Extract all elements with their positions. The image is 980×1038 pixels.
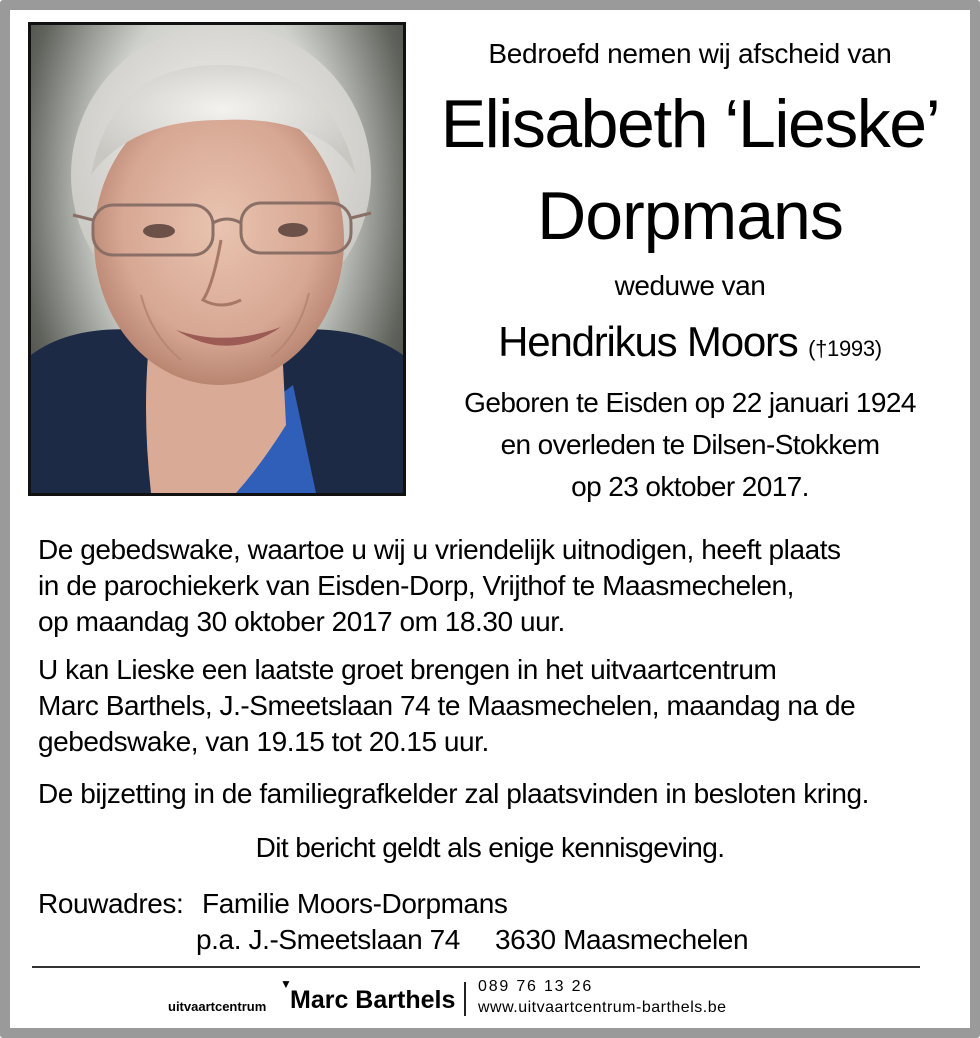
- company-website[interactable]: www.uitvaartcentrum-barthels.be: [478, 999, 727, 1016]
- farewell-line-3: gebedswake, van 19.15 tot 20.15 uur.: [38, 726, 489, 757]
- address-label: Rouwadres:: [38, 888, 184, 919]
- address-family: Familie Moors-Dorpmans: [202, 888, 508, 919]
- wake-line-2: in de parochiekerk van Eisden-Dorp, Vrijthof te Maasmechelen,: [38, 570, 794, 601]
- burial-paragraph: De bijzetting in de familiegrafkelder zal plaatsvinden in besloten kring.: [38, 778, 869, 809]
- notice-line: Dit bericht geldt als enige kennisgeving.: [255, 832, 725, 863]
- wake-line-1: De gebedswake, waartoe u wij u vriendelijk uitnodigen, heeft plaats: [38, 534, 841, 565]
- deceased-name-line2: Dorpmans: [537, 178, 843, 254]
- death-place-line: en overleden te Dilsen-Stokkem: [500, 429, 880, 460]
- farewell-line-2: Marc Barthels, J.-Smeetslaan 74 te Maasmechelen, maandag na de: [38, 690, 856, 721]
- farewell-line-1: U kan Lieske een laatste groet brengen in het uitvaartcentrum: [38, 654, 777, 685]
- husband-death-year: (†1993): [808, 336, 882, 361]
- company-name: Marc Barthels: [290, 986, 456, 1014]
- farewell-paragraph: [38, 652, 938, 760]
- footer-separator: [464, 982, 466, 1016]
- company-phone: 089 76 13 26: [478, 978, 594, 995]
- logo-triangle-icon: ▼: [280, 977, 292, 991]
- divider: [32, 966, 920, 968]
- company-small-label: uitvaartcentrum: [168, 999, 267, 1014]
- husband-name: Hendrikus Moors: [498, 318, 798, 365]
- wake-line-3: op maandag 30 oktober 2017 om 18.30 uur.: [38, 606, 565, 637]
- widow-of-label: weduwe van: [614, 270, 766, 301]
- death-date-line: op 23 oktober 2017.: [571, 471, 809, 502]
- husband-line: [410, 318, 970, 366]
- address-city: 3630 Maasmechelen: [495, 924, 749, 955]
- address-street: p.a. J.-Smeetslaan 74: [196, 924, 460, 955]
- portrait-photo: [28, 22, 406, 496]
- wake-paragraph: [38, 532, 938, 640]
- intro-line: Bedroefd nemen wij afscheid van: [488, 38, 892, 69]
- birth-line: Geboren te Eisden op 22 januari 1924: [464, 387, 916, 418]
- deceased-name-line1: Elisabeth ‘Lieske’: [440, 86, 940, 162]
- company-logo: [168, 977, 458, 1022]
